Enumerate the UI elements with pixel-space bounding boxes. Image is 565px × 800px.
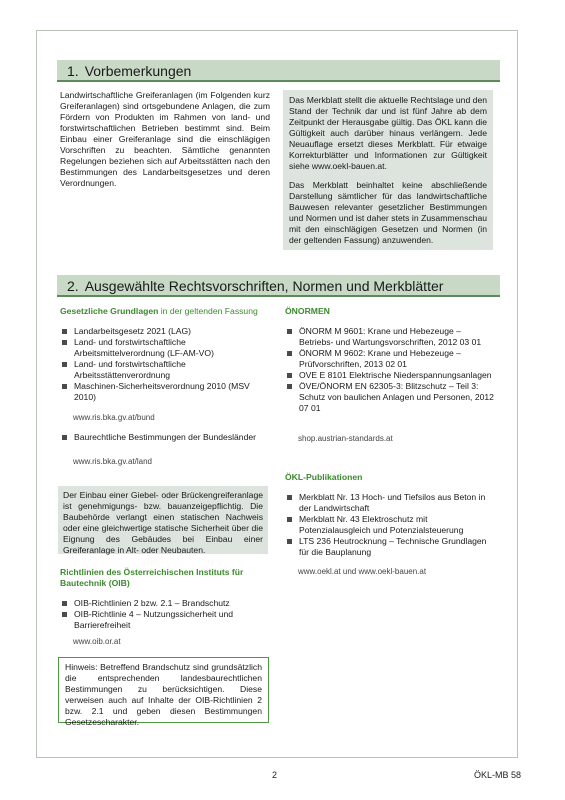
oib-heading: Richtlinien des Österreichischen Instituts für Bautechnik (OIB)	[60, 567, 244, 588]
laws-list	[60, 326, 260, 403]
list-item: Land- und forstwirtschaftliche Arbeitsstättenverordnung	[60, 359, 260, 381]
oekl-heading: ÖKL-Publikationen	[285, 472, 363, 482]
oenormen-list	[285, 326, 495, 414]
validity-paragraph: Das Merkblatt stellt die aktuelle Rechtslage und den Stand der Technik dar und ist fünf Jahre ab dem Zeitpunkt der Herausgabe gültig. Das ÖKL kann die Gültigkeit auch darüber hinaus verlängern. Jede Neuauflage ersetzt dieses Merkblatt. Für etwaige Korrekturblätter und Informationen zur Gültigkeit siehe www.oekl-bauen.at.	[289, 95, 487, 171]
hint-text: Hinweis: Betreffend Brandschutz sind grundsätzlich die entsprechenden landesbaurechtlichen Bestimmungen zu berücksichtigen. Diese verweisen auch auf Inhalte der OIB-Richtlinien 2 bzw. 2.1 und geben diesen Bestimmungen Gesetzescharakter.	[65, 662, 262, 727]
ris-land-link[interactable]: www.ris.bka.gv.at/land	[73, 457, 152, 466]
scope-paragraph: Das Merkblatt beinhaltet keine abschließende Darstellung sämtlicher für das landwirtschaftliche Bauwesen relevanter gesetzlicher Bestimmungen und Normen und ist daher stets in Zusammenschau mit den einschlägigen Gesetzen und Normen (in der geltenden Fassung) anzuwenden.	[289, 180, 487, 245]
publication-id: ÖKL-MB 58	[474, 770, 522, 780]
legal-basis-heading-bold: Gesetzliche Grundlagen	[60, 306, 159, 316]
list-item: LTS 236 Heutrocknung – Technische Grundlagen für die Bauplanung	[285, 536, 495, 558]
ris-bund-link[interactable]: www.ris.bka.gv.at/bund	[73, 413, 155, 422]
list-item: ÖVE/ÖNORM EN 62305-3: Blitzschutz – Teil 3: Schutz von baulichen Anlagen und Personen, 2012 07 01	[285, 381, 495, 414]
list-item: OIB-Richtlinie 4 – Nutzungssicherheit und Barrierefreiheit	[60, 609, 270, 631]
list-item: Maschinen-Sicherheitsverordnung 2010 (MSV 2010)	[60, 381, 260, 403]
oenormen-heading: ÖNORMEN	[285, 306, 330, 316]
list-item: ÖNORM M 9602: Krane und Hebezeuge – Prüfvorschriften, 2013 02 01	[285, 348, 495, 370]
list-item: OVE E 8101 Elektrische Niederspannungsanlagen	[285, 370, 495, 381]
oib-list	[60, 598, 270, 631]
legal-basis-heading	[60, 306, 280, 317]
list-item: Land- und forstwirtschaftliche Arbeitsmittelverordnung (LF-AM-VO)	[60, 337, 260, 359]
austrian-standards-link[interactable]: shop.austrian-standards.at	[298, 434, 393, 443]
list-item: ÖNORM M 9601: Krane und Hebezeuge – Betriebs- und Wartungsvorschriften, 2012 03 01	[285, 326, 495, 348]
section-2-header	[57, 275, 500, 297]
approval-info-box	[58, 486, 268, 554]
list-item: OIB-Richtlinien 2 bzw. 2.1 – Brandschutz	[60, 598, 270, 609]
intro-paragraph: Landwirtschaftliche Greiferanlagen (im Folgenden kurz Greiferanlagen) sind ortsgebundene Anlagen, die zum Fördern von Produkten im Rahmen von land- und forstwirtschaftlichen Betrieben bestimmt sind. Beim Einbau einer Greiferanlage sind die einschlägigen Vorschriften zu beachten. Sämtliche genannten Regelungen beziehen sich auf Arbeitsstätten nach den Bestimmungen des Landarbeitsgesetzes und deren Verordnungen.	[60, 90, 270, 188]
section-2-number: 2.	[67, 278, 79, 294]
legal-basis-heading-light: in der geltenden Fassung	[158, 306, 258, 316]
list-item: Landarbeitsgesetz 2021 (LAG)	[60, 326, 260, 337]
page-number: 2	[272, 770, 278, 780]
section-1-number: 1.	[67, 63, 79, 79]
list-item: Merkblatt Nr. 13 Hoch- und Tiefsilos aus Beton in der Landwirtschaft	[285, 492, 495, 514]
oib-link[interactable]: www.oib.or.at	[73, 637, 121, 646]
list-item: Baurechtliche Bestimmungen der Bundesländer	[60, 432, 280, 443]
list-item: Merkblatt Nr. 43 Elektroschutz mit Potenzialausgleich und Potenzialsteuerung	[285, 514, 495, 536]
laws-list-2	[60, 432, 280, 443]
oekl-links[interactable]: www.oekl.at und www.oekl-bauen.at	[298, 567, 427, 576]
section-1-title: Vorbemerkungen	[84, 63, 192, 79]
section-2-title: Ausgewählte Rechtsvorschriften, Normen und Merkblätter	[84, 278, 444, 294]
oekl-list	[285, 492, 495, 558]
section-1-header	[57, 60, 500, 82]
validity-info-box	[283, 90, 493, 250]
approval-text: Der Einbau einer Giebel- oder Brückengreiferanlage ist genehmigungs- bzw. bauanzeigepflichtig. Die Baubehörde verlangt einen statischen Nachweis oder eine gleichwertige statische Sicherheit über die Eignung des Gebäudes bei Einbau einer Greiferanlage in Alt- oder Neubauten.	[63, 490, 263, 555]
hint-box	[58, 657, 269, 727]
